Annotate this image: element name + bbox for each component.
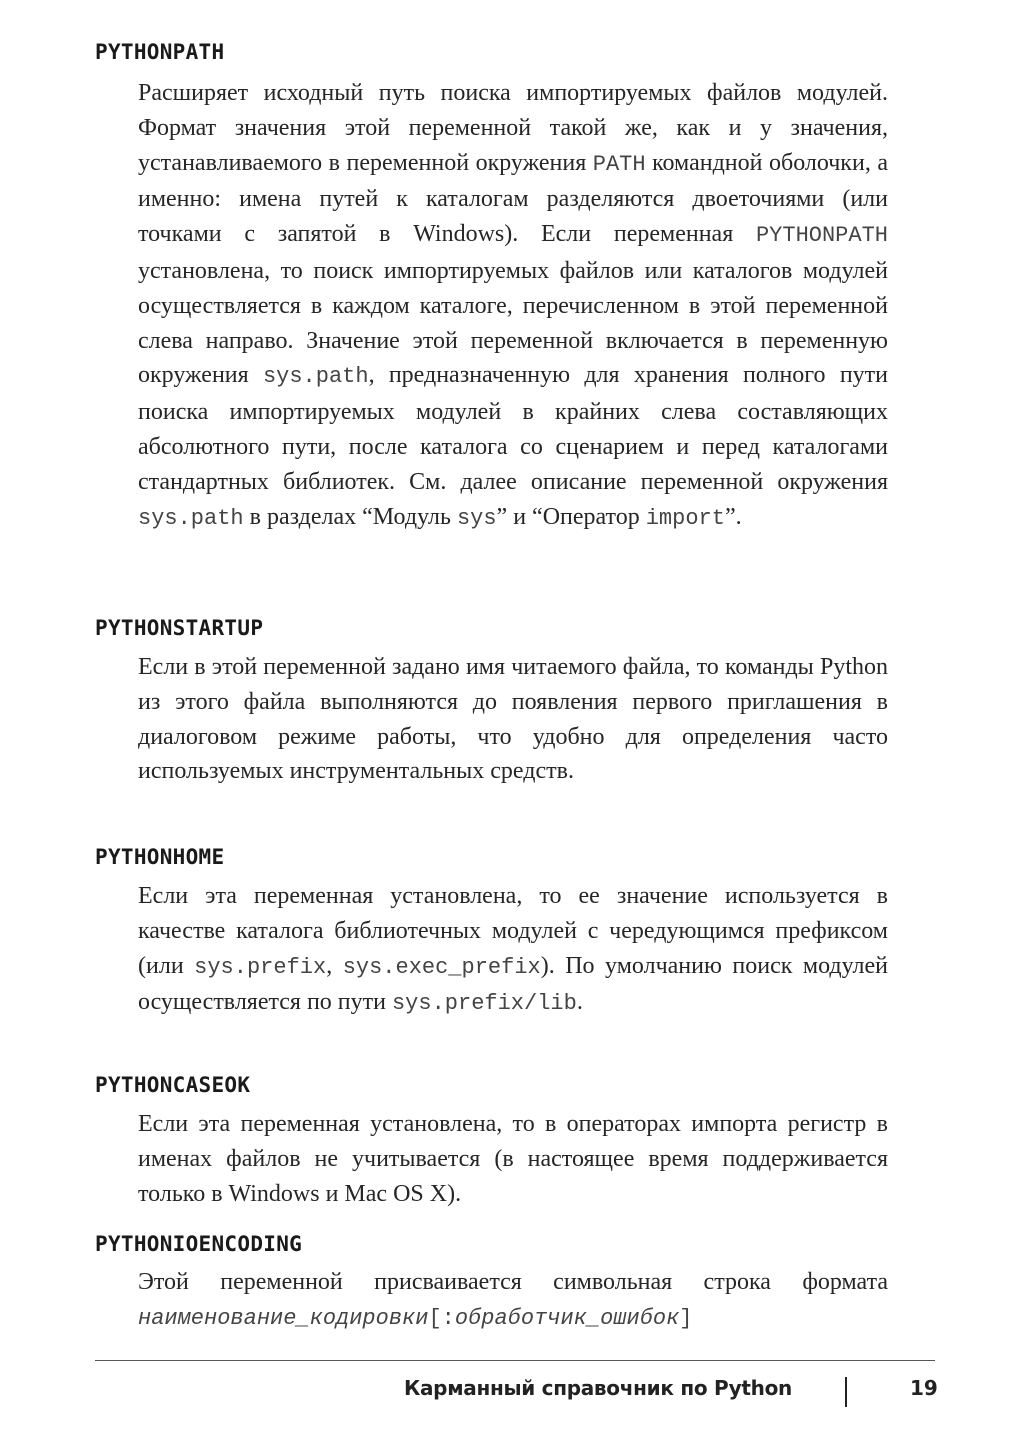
code-span: sys.exec_prefix	[342, 954, 541, 980]
code-span: sys.prefix	[194, 954, 327, 980]
text-span: в разделах “Модуль	[243, 503, 457, 530]
entry-description-pythonhome	[138, 879, 888, 1022]
code-span: обработчик_ошибок	[454, 1305, 680, 1331]
text-span: ” и “Оператор	[496, 503, 646, 530]
entry-term-pythoncaseok: PYTHONCASEOK	[95, 1073, 251, 1097]
code-span: [:	[428, 1305, 455, 1331]
text-span: ,	[326, 952, 343, 979]
footer-rule	[95, 1360, 935, 1361]
text-span: ”.	[724, 503, 742, 530]
text-span: Если эта переменная установлена, то ее значение используется в качестве каталога библиотечных модулей с чередующимся префиксом (или	[138, 883, 888, 979]
code-span: PYTHONPATH	[755, 223, 888, 249]
entry-description-pythonstartup	[138, 650, 888, 789]
text-span: Этой переменной присваивается символьная строка формата	[138, 1269, 888, 1295]
code-span: PATH	[592, 151, 646, 177]
text-span: Если в этой переменной задано имя читаемого файла, то команды Python из этого файла выполняются до появления первого приглашения в диалоговом режиме работы, что удобно для определения часто используемых инструментальных средств.	[138, 654, 888, 785]
footer-separator	[845, 1377, 847, 1407]
text-span: , предназначенную для хранения полного пути поиска импортируемых модулей в крайних слева составляющих абсолютного пути, после каталога со сценарием и перед каталогами стандартных библиотек. См. далее описание переменной окружения	[138, 362, 888, 495]
text-span: командной оболочки, а именно: имена путей к каталогам разделяются двоеточиями (или точками с запятой в Windows). Если переменная	[138, 149, 888, 248]
text-span: установлена, то поиск импортируемых файлов или каталогов модулей осуществляется в каждом каталоге, перечисленном в этой переменной слева направо. Значение этой переменной включается в переменную окружения	[138, 257, 888, 389]
entry-description-pythonpath	[138, 76, 888, 536]
text-span: Если эта переменная установлена, то в операторах импорта регистр в именах файлов не учитывается (в настоящее время поддерживается только в Windows и Mac OS X).	[138, 1111, 888, 1207]
entry-term-pythonstartup: PYTHONSTARTUP	[95, 616, 264, 640]
text-span: .	[576, 989, 583, 1016]
footer-book-title: Карманный справочник по Python	[403, 1376, 792, 1400]
code-span: наименование_кодировки	[138, 1305, 429, 1331]
entry-term-pythonpath: PYTHONPATH	[95, 40, 225, 64]
entry-description-pythoncaseok	[138, 1107, 888, 1211]
code-span: sys.path	[138, 505, 244, 531]
entry-term-pythonioencoding: PYTHONIOENCODING	[95, 1232, 303, 1256]
code-span: sys.path	[262, 364, 369, 390]
text-span: ). По умолчанию поиск модулей осуществляется по пути	[138, 952, 889, 1016]
code-span: ]	[679, 1305, 693, 1331]
code-span: import	[645, 505, 725, 531]
code-span: sys.prefix/lib	[391, 991, 577, 1017]
code-span: sys	[456, 505, 497, 531]
entry-description-pythonioencoding	[138, 1265, 888, 1337]
page-number: 19	[910, 1376, 938, 1400]
text-span: Расширяет исходный путь поиска импортируемых файлов модулей. Формат значения этой переменной такой же, как и у значения, устанавливаемого в переменной окружения	[138, 80, 888, 176]
entry-term-pythonhome: PYTHONHOME	[95, 845, 225, 869]
